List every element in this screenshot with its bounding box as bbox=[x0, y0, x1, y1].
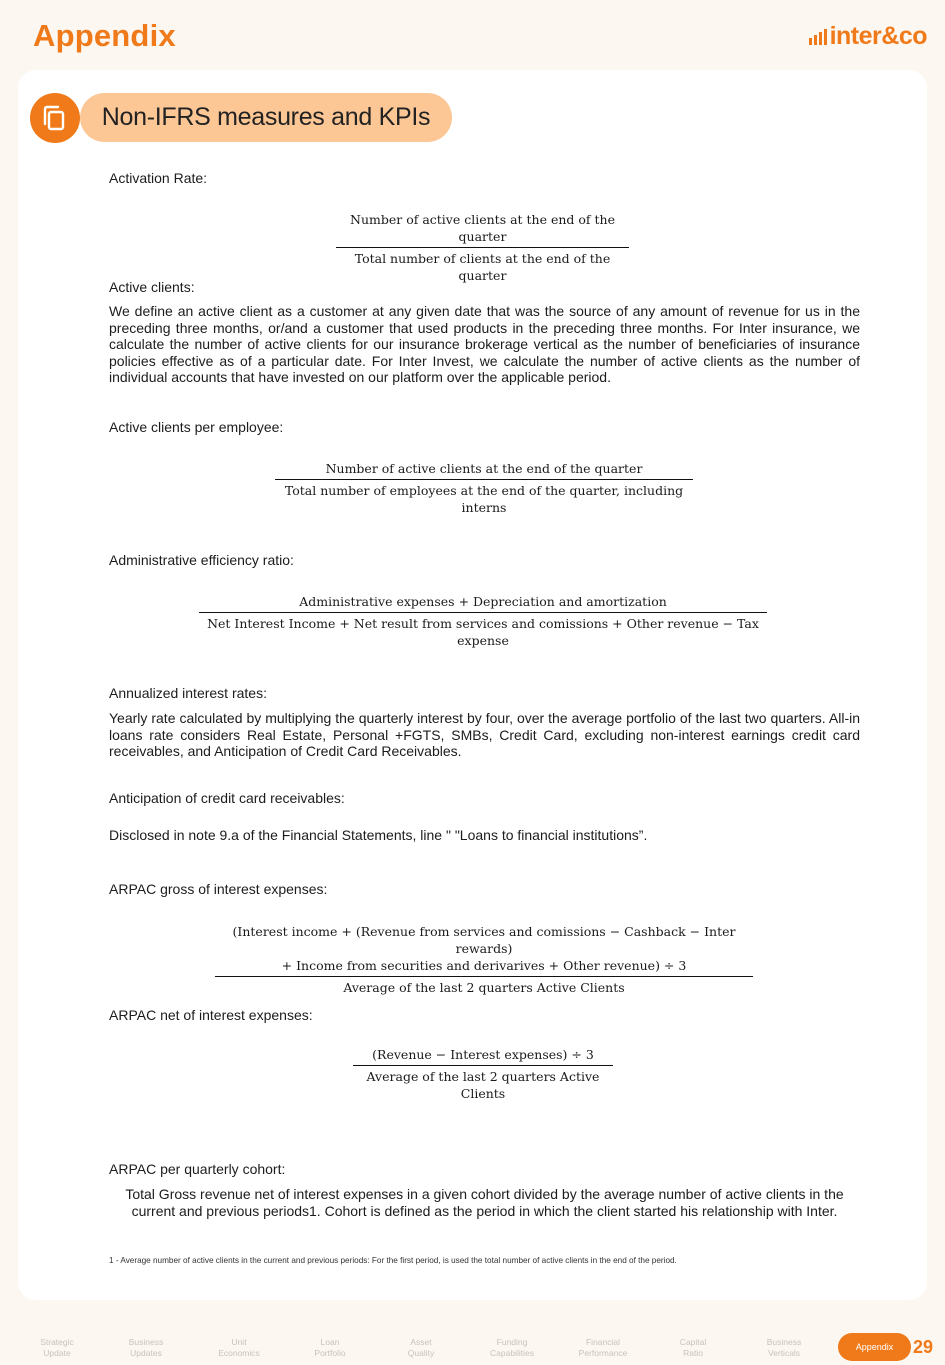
nav-financial-performance[interactable] bbox=[563, 1337, 643, 1358]
nav-label-line-1: Capital bbox=[679, 1337, 707, 1347]
nav-label-line-2: Update bbox=[43, 1347, 71, 1358]
inter-co-logo bbox=[809, 22, 927, 51]
nav-asset-quality[interactable] bbox=[381, 1337, 461, 1358]
nav-capital-ratio[interactable] bbox=[653, 1337, 733, 1358]
formula-numerator: Administrative expenses + Depreciation and amortization bbox=[199, 593, 767, 613]
admin-efficiency-label: Administrative efficiency ratio: bbox=[109, 552, 294, 568]
nav-label-line-2: Capabilities bbox=[490, 1347, 534, 1358]
nav-funding-capabilities[interactable] bbox=[472, 1337, 552, 1358]
section-title: Non-IFRS measures and KPIs bbox=[80, 93, 452, 142]
formula-denominator: Average of the last 2 quarters Active Clients bbox=[366, 1069, 600, 1101]
numerator-line-2: + Income from securities and derivarives + Other revenue) ÷ 3 bbox=[281, 958, 687, 973]
nav-label-line-2: Performance bbox=[578, 1347, 628, 1358]
arpac-net-formula bbox=[353, 1046, 613, 1102]
anticipation-text: Disclosed in note 9.a of the Financial Statements, line " "Loans to financial institutions”. bbox=[109, 827, 648, 843]
active-clients-per-employee-formula bbox=[275, 460, 693, 516]
nav-unit-economics[interactable] bbox=[199, 1337, 279, 1358]
active-clients-label: Active clients: bbox=[109, 279, 195, 295]
numerator-line-1: (Interest income + (Revenue from services and comissions − Cashback − Inter rewards) bbox=[232, 924, 736, 956]
nav-label-line-1: Unit bbox=[231, 1337, 247, 1347]
page-title: Appendix bbox=[33, 18, 176, 53]
page-number: 29 bbox=[913, 1337, 934, 1357]
nav-label-line-1: Business bbox=[766, 1337, 802, 1347]
activation-rate-label: Activation Rate: bbox=[109, 170, 208, 186]
nav-label-line-2: Ratio bbox=[683, 1347, 703, 1358]
nav-label-line-2: Updates bbox=[130, 1347, 162, 1358]
nav-label-line-1: Strategic bbox=[40, 1337, 74, 1347]
nav-label-line-2: Portfolio bbox=[314, 1347, 346, 1358]
bottom-nav bbox=[0, 1330, 945, 1365]
nav-label-line-1: Funding bbox=[496, 1337, 528, 1347]
nav-label-line-1: Loan bbox=[320, 1337, 340, 1347]
nav-label-line-1: Business bbox=[128, 1337, 164, 1347]
formula-numerator: (Revenue − Interest expenses) ÷ 3 bbox=[353, 1046, 613, 1066]
formula-numerator: Number of active clients at the end of the quarter bbox=[275, 460, 693, 480]
arpac-gross-formula bbox=[215, 923, 753, 996]
activation-rate-formula bbox=[336, 211, 629, 284]
formula-denominator: Total number of clients at the end of the quarter bbox=[354, 251, 611, 283]
nav-label-line-1: Asset bbox=[410, 1337, 432, 1347]
nav-label-line-2: Economics bbox=[218, 1347, 260, 1358]
active-clients-text: We define an active client as a customer at any given date that was the source of any amount of revenue for us in the preceding three months, or/and a customer that used products in the preceding three months. For Inter insurance, we calculate the number of active clients for our insurance brokerage vertical as the number of beneficiaries of insurance policies effective as of a particular date. For Inter Invest, we calculate the number of active clients as the number of individual accounts that have invested on our platform over the applicable period. bbox=[109, 303, 860, 385]
arpac-cohort-text: Total Gross revenue net of interest expenses in a given cohort divided by the average number of active clients in the current and previous periods1. Cohort is defined as the period in which the client started his relationship with Inter. bbox=[125, 1186, 844, 1219]
nav-appendix-active[interactable]: Appendix bbox=[838, 1333, 911, 1361]
formula-denominator: Average of the last 2 quarters Active Clients bbox=[343, 980, 625, 995]
formula-numerator bbox=[215, 923, 753, 977]
nav-loan-portfolio[interactable] bbox=[290, 1337, 370, 1358]
anticipation-label: Anticipation of credit card receivables: bbox=[109, 790, 345, 806]
copy-icon bbox=[30, 93, 80, 143]
logo-text: inter&co bbox=[829, 22, 927, 50]
active-clients-per-employee-label: Active clients per employee: bbox=[109, 419, 284, 435]
formula-denominator: Total number of employees at the end of the quarter, including interns bbox=[284, 483, 684, 515]
footnote: 1 - Average number of active clients in the current and previous periods: For the first period, is used the total number of active clients in the end of the period. bbox=[109, 1256, 677, 1265]
nav-label-line-2: Verticals bbox=[767, 1347, 801, 1358]
formula-denominator: Net Interest Income + Net result from services and comissions + Other revenue − Tax expense bbox=[207, 616, 759, 648]
logo-stripes-icon bbox=[809, 29, 827, 45]
nav-business-verticals[interactable] bbox=[744, 1337, 824, 1358]
nav-business-updates[interactable] bbox=[106, 1337, 186, 1358]
nav-label-line-2: Quality bbox=[407, 1347, 435, 1358]
arpac-cohort-label: ARPAC per quarterly cohort: bbox=[109, 1161, 286, 1177]
nav-label-line-1: Financial bbox=[585, 1337, 621, 1347]
arpac-gross-label: ARPAC gross of interest expenses: bbox=[109, 881, 328, 897]
formula-numerator: Number of active clients at the end of the quarter bbox=[336, 211, 629, 248]
annualized-rates-label: Annualized interest rates: bbox=[109, 685, 267, 701]
admin-efficiency-formula bbox=[199, 593, 767, 649]
nav-strategic-update[interactable] bbox=[17, 1337, 97, 1358]
arpac-net-label: ARPAC net of interest expenses: bbox=[109, 1007, 313, 1023]
annualized-rates-text: Yearly rate calculated by multiplying the quarterly interest by four, over the average portfolio of the last two quarters. All-in loans rate considers Real Estate, Personal +FGTS, SMBs, Credit Card, excluding non-interest earnings credit card receivables, and Anticipation of Credit Card Receivables. bbox=[109, 710, 860, 759]
